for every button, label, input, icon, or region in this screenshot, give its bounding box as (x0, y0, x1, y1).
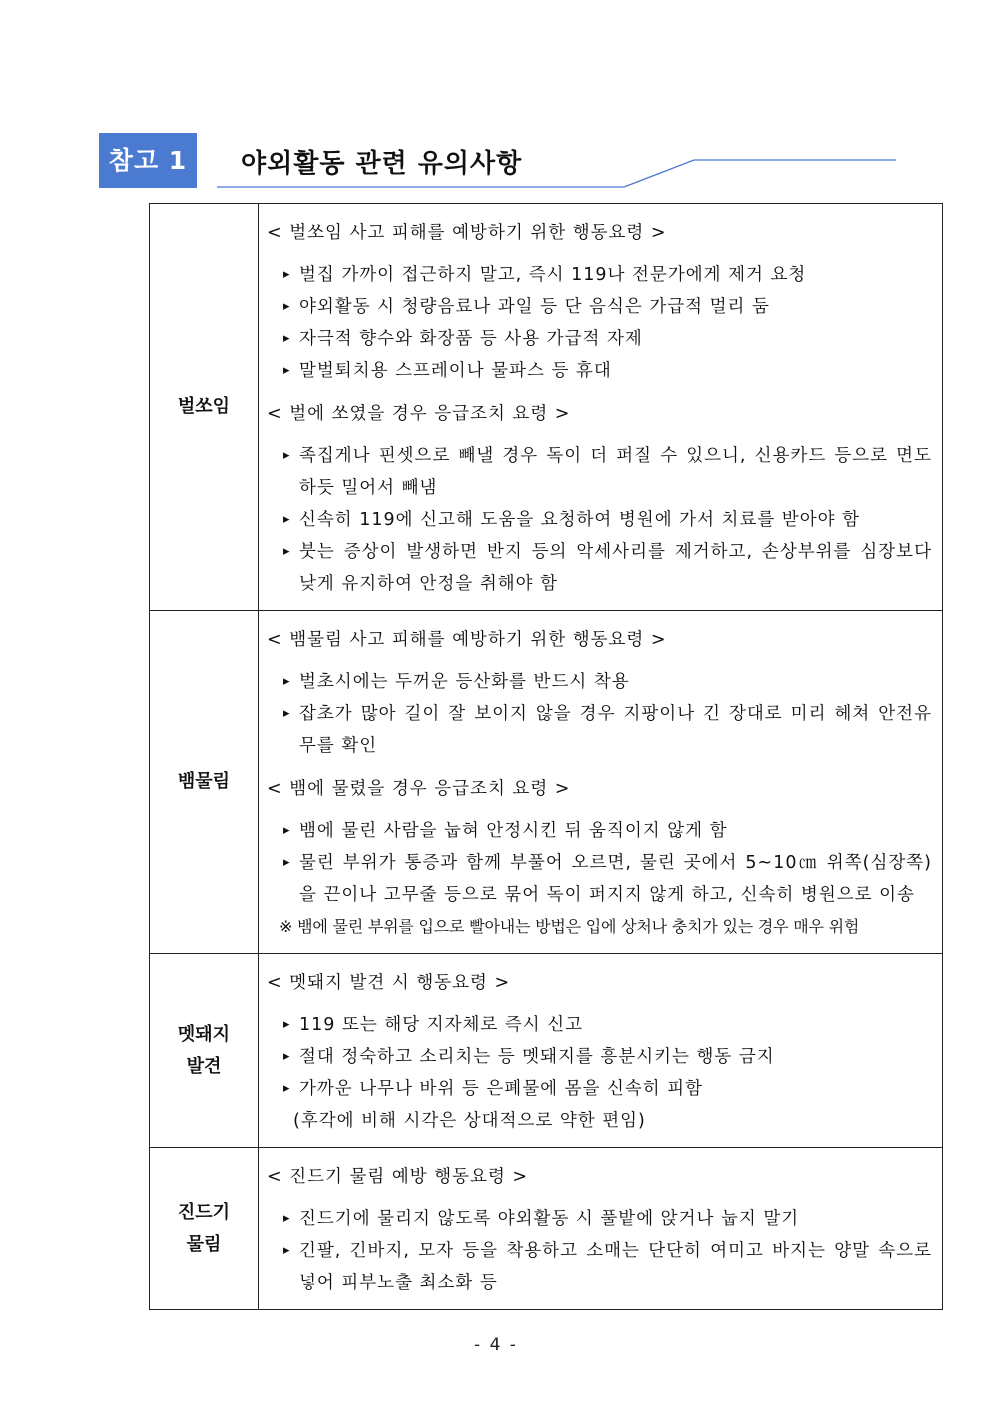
section-header (99, 133, 899, 191)
list-item (267, 666, 932, 698)
list-item-text: 절대 정숙하고 소리치는 등 멧돼지를 흥분시키는 행동 금지 (299, 1047, 775, 1067)
category-label: 발견 (186, 1055, 222, 1077)
list-item (267, 1041, 932, 1073)
list-item (267, 323, 932, 355)
subsection-heading: < 진드기 물림 예방 행동요령 > (267, 1167, 529, 1187)
triangle-bullet-icon: ▸ (283, 1017, 291, 1032)
list-item (267, 1009, 932, 1041)
category-label: 벌쏘임 (177, 396, 231, 417)
list-item (267, 847, 932, 911)
content-cell (259, 954, 943, 1148)
list-item-text: 물린 부위가 통증과 함께 부풀어 오르면, 물린 곳에서 5~10㎝ 위쪽(심장쪽)을 끈이나 고무줄 등으로 묶어 독이 퍼지지 않게 하고, 신속히 병원으로 이송 (299, 853, 932, 905)
list-item-text: 가까운 나무나 바위 등 은폐물에 몸을 신속히 피함 (299, 1079, 704, 1099)
list-item (267, 504, 932, 536)
triangle-bullet-icon: ▸ (283, 674, 291, 689)
list-item-text: 119 또는 해당 지자체로 즉시 신고 (299, 1015, 584, 1035)
subsection-heading: < 멧돼지 발견 시 행동요령 > (267, 973, 511, 993)
list-item-text: 야외활동 시 청량음료나 과일 등 단 음식은 가급적 멀리 둠 (299, 297, 770, 317)
category-cell (150, 611, 259, 954)
list-item (267, 440, 932, 504)
triangle-bullet-icon: ▸ (283, 706, 291, 721)
category-label: 진드기 (177, 1201, 231, 1223)
page-title: 야외활동 관련 유의사항 (241, 149, 523, 179)
content-cell (259, 204, 943, 611)
list-item-text: 신속히 119에 신고해 도움을 요청하여 병원에 가서 치료를 받아야 함 (299, 510, 860, 530)
triangle-bullet-icon: ▸ (283, 1211, 291, 1226)
list-item (267, 536, 932, 600)
category-cell (150, 204, 259, 611)
subsection-heading: < 벌에 쏘였을 경우 응급조치 요령 > (267, 404, 571, 424)
list-item-text: 뱀에 물린 사람을 눕혀 안정시킨 뒤 움직이지 않게 함 (299, 821, 728, 841)
list-item-text: 벌초시에는 두꺼운 등산화를 반드시 착용 (299, 672, 630, 692)
subsection-heading: < 뱀물림 사고 피해를 예방하기 위한 행동요령 > (267, 630, 667, 650)
list-item (267, 815, 932, 847)
parenthetical-note: (후각에 비해 시각은 상대적으로 약한 편임) (293, 1111, 646, 1131)
list-item (267, 355, 932, 387)
triangle-bullet-icon: ▸ (283, 855, 291, 870)
category-label: 뱀물림 (177, 771, 231, 792)
list-item-text: 진드기에 물리지 않도록 야외활동 시 풀밭에 앉거나 눕지 말기 (299, 1209, 800, 1229)
reference-badge: 참고 1 (99, 133, 197, 188)
warning-note: ※ 뱀에 물린 부위를 입으로 빨아내는 방법은 입에 상처나 충치가 있는 경우 매우 위험 (279, 917, 860, 936)
safety-guide-table (149, 203, 943, 1310)
category-label: 물림 (186, 1233, 222, 1255)
list-item-text: 붓는 증상이 발생하면 반지 등의 악세사리를 제거하고, 손상부위를 심장보다 낮게 유지하여 안정을 취해야 함 (299, 542, 932, 594)
list-item-text: 말벌퇴치용 스프레이나 물파스 등 휴대 (299, 361, 612, 381)
subsection-heading: < 뱀에 물렸을 경우 응급조치 요령 > (267, 779, 571, 799)
list-item-text: 긴팔, 긴바지, 모자 등을 착용하고 소매는 단단히 여미고 바지는 양말 속으로 넣어 피부노출 최소화 등 (299, 1241, 932, 1293)
triangle-bullet-icon: ▸ (283, 1049, 291, 1064)
list-item-text: 벌집 가까이 접근하지 말고, 즉시 119나 전문가에게 제거 요청 (299, 265, 807, 285)
list-item-text: 잡초가 많아 길이 잘 보이지 않을 경우 지팡이나 긴 장대로 미리 헤쳐 안전유무를 확인 (299, 704, 932, 756)
triangle-bullet-icon: ▸ (283, 363, 291, 378)
page-number: - 4 - (474, 1335, 518, 1355)
content-cell (259, 1148, 943, 1310)
category-cell (150, 1148, 259, 1310)
triangle-bullet-icon: ▸ (283, 1081, 291, 1096)
category-label: 멧돼지 (177, 1023, 231, 1045)
triangle-bullet-icon: ▸ (283, 544, 291, 559)
list-item (267, 698, 932, 762)
triangle-bullet-icon: ▸ (283, 331, 291, 346)
list-item-text: 자극적 향수와 화장품 등 사용 가급적 자제 (299, 329, 643, 349)
subsection-heading: < 벌쏘임 사고 피해를 예방하기 위한 행동요령 > (267, 223, 667, 243)
content-cell (259, 611, 943, 954)
triangle-bullet-icon: ▸ (283, 267, 291, 282)
table-row (150, 1148, 943, 1310)
list-item-text: 족집게나 핀셋으로 빼낼 경우 독이 더 퍼질 수 있으니, 신용카드 등으로 면도하듯 밀어서 빼냄 (299, 446, 932, 498)
triangle-bullet-icon: ▸ (283, 1243, 291, 1258)
table-row (150, 954, 943, 1148)
table-row (150, 204, 943, 611)
list-item (267, 291, 932, 323)
triangle-bullet-icon: ▸ (283, 299, 291, 314)
list-item (267, 1073, 932, 1105)
category-cell (150, 954, 259, 1148)
list-item (267, 259, 932, 291)
triangle-bullet-icon: ▸ (283, 512, 291, 527)
triangle-bullet-icon: ▸ (283, 823, 291, 838)
list-item (267, 1203, 932, 1235)
list-item (267, 1235, 932, 1299)
table-row (150, 611, 943, 954)
triangle-bullet-icon: ▸ (283, 448, 291, 463)
